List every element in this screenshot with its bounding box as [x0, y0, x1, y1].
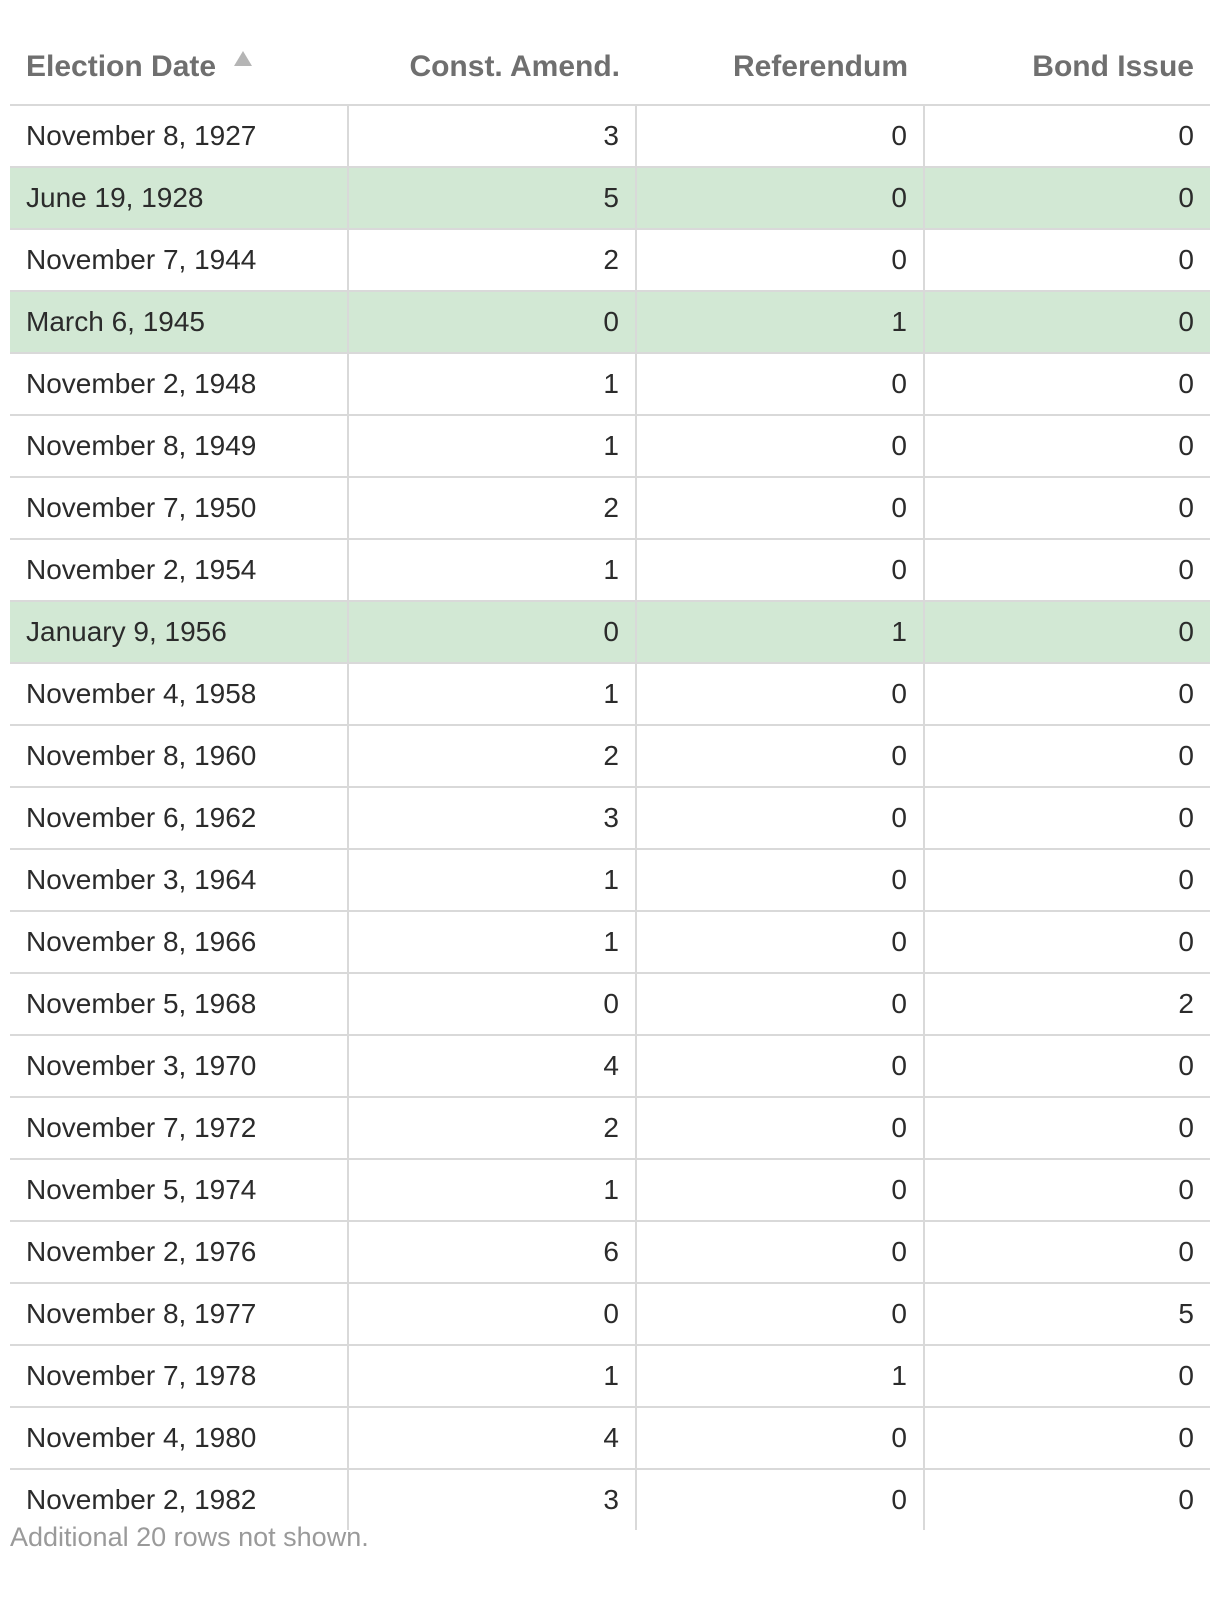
cell-referendum: 0: [636, 415, 924, 477]
cell-referendum: 1: [636, 601, 924, 663]
column-header-const-amend[interactable]: [348, 30, 636, 105]
cell-const-amend: 2: [348, 477, 636, 539]
column-header-referendum[interactable]: [636, 30, 924, 105]
cell-referendum: 0: [636, 663, 924, 725]
table-body: [10, 105, 1210, 1530]
cell-bond-issue: 0: [924, 539, 1210, 601]
cell-const-amend: 0: [348, 291, 636, 353]
cell-const-amend: 2: [348, 725, 636, 787]
data-table-container: [10, 30, 1210, 1530]
rows-hidden-note: Additional 20 rows not shown.: [10, 1522, 369, 1552]
cell-election-date: November 4, 1980: [10, 1407, 348, 1469]
cell-election-date: November 2, 1948: [10, 353, 348, 415]
table-row: [10, 787, 1210, 849]
column-header-label: Const. Amend.: [409, 50, 620, 83]
table-row: [10, 663, 1210, 725]
cell-const-amend: 2: [348, 229, 636, 291]
table-row: [10, 291, 1210, 353]
table-row: [10, 105, 1210, 167]
cell-referendum: 0: [636, 1407, 924, 1469]
cell-election-date: June 19, 1928: [10, 167, 348, 229]
cell-election-date: November 2, 1976: [10, 1221, 348, 1283]
cell-const-amend: 2: [348, 1097, 636, 1159]
cell-referendum: 0: [636, 1283, 924, 1345]
cell-referendum: 0: [636, 1159, 924, 1221]
cell-const-amend: 1: [348, 849, 636, 911]
cell-const-amend: 3: [348, 105, 636, 167]
cell-referendum: 0: [636, 167, 924, 229]
cell-bond-issue: 0: [924, 105, 1210, 167]
cell-referendum: 0: [636, 1469, 924, 1530]
column-header-label: Referendum: [732, 50, 908, 83]
cell-const-amend: 4: [348, 1035, 636, 1097]
cell-referendum: 1: [636, 1345, 924, 1407]
cell-election-date: November 8, 1949: [10, 415, 348, 477]
cell-election-date: January 9, 1956: [10, 601, 348, 663]
cell-const-amend: 6: [348, 1221, 636, 1283]
cell-election-date: November 2, 1954: [10, 539, 348, 601]
table-row: [10, 1159, 1210, 1221]
cell-election-date: November 7, 1950: [10, 477, 348, 539]
table-row: [10, 229, 1210, 291]
column-header-bond-issue[interactable]: [924, 30, 1210, 105]
cell-referendum: 0: [636, 477, 924, 539]
column-header-election-date[interactable]: [10, 30, 348, 105]
cell-referendum: 0: [636, 1035, 924, 1097]
table-row: [10, 911, 1210, 973]
cell-const-amend: 1: [348, 911, 636, 973]
cell-const-amend: 1: [348, 539, 636, 601]
cell-referendum: 0: [636, 973, 924, 1035]
cell-referendum: 0: [636, 1221, 924, 1283]
table-row: [10, 415, 1210, 477]
cell-bond-issue: 0: [924, 725, 1210, 787]
header-row: [10, 30, 1210, 105]
cell-const-amend: 1: [348, 353, 636, 415]
cell-election-date: November 8, 1977: [10, 1283, 348, 1345]
table-row: [10, 539, 1210, 601]
cell-election-date: November 2, 1982: [26, 1484, 257, 1515]
cell-referendum: 0: [636, 229, 924, 291]
cell-bond-issue: 0: [924, 911, 1210, 973]
cell-referendum: 0: [636, 911, 924, 973]
cell-const-amend: 0: [348, 973, 636, 1035]
cell-const-amend: 0: [348, 601, 636, 663]
table-row: [10, 353, 1210, 415]
column-header-label: Bond Issue: [1032, 50, 1194, 83]
cell-election-date: November 5, 1968: [10, 973, 348, 1035]
table-row: [10, 1221, 1210, 1283]
cell-referendum: 0: [636, 353, 924, 415]
cell-election-date: November 8, 1927: [10, 105, 348, 167]
cell-referendum: 0: [636, 849, 924, 911]
table-header: [10, 30, 1210, 105]
cell-bond-issue: 2: [924, 973, 1210, 1035]
table-row: [10, 601, 1210, 663]
cell-bond-issue: 0: [924, 601, 1210, 663]
table-row: [10, 477, 1210, 539]
cell-bond-issue: 0: [924, 415, 1210, 477]
cell-const-amend: 1: [348, 1345, 636, 1407]
table-row: [10, 167, 1210, 229]
cell-referendum: 1: [636, 291, 924, 353]
cell-election-date: November 4, 1958: [10, 663, 348, 725]
cell-bond-issue: 0: [924, 1159, 1210, 1221]
cell-const-amend: 1: [348, 663, 636, 725]
table-row: [10, 1345, 1210, 1407]
cell-const-amend: 1: [348, 1159, 636, 1221]
cell-const-amend: 3: [348, 1469, 636, 1530]
table-row: [10, 725, 1210, 787]
table-row: [10, 849, 1210, 911]
cell-bond-issue: 0: [924, 477, 1210, 539]
cell-bond-issue: 0: [924, 291, 1210, 353]
cell-referendum: 0: [636, 539, 924, 601]
cell-bond-issue: 5: [924, 1283, 1210, 1345]
cell-bond-issue: 0: [924, 663, 1210, 725]
cell-bond-issue: 0: [924, 1221, 1210, 1283]
cell-bond-issue: 0: [924, 1469, 1210, 1530]
cell-bond-issue: 0: [924, 787, 1210, 849]
table-row: [10, 1035, 1210, 1097]
sort-ascending-icon[interactable]: [234, 51, 252, 66]
table-row: [10, 973, 1210, 1035]
cell-const-amend: 0: [348, 1283, 636, 1345]
table-row: [10, 1407, 1210, 1469]
cell-bond-issue: 0: [924, 229, 1210, 291]
cell-const-amend: 4: [348, 1407, 636, 1469]
cell-referendum: 0: [636, 787, 924, 849]
cell-referendum: 0: [636, 105, 924, 167]
cell-election-date: November 8, 1966: [10, 911, 348, 973]
cell-bond-issue: 0: [924, 167, 1210, 229]
cell-bond-issue: 0: [924, 1035, 1210, 1097]
table-row: [10, 1283, 1210, 1345]
cell-election-date: November 3, 1964: [10, 849, 348, 911]
cell-referendum: 0: [636, 1097, 924, 1159]
table-row: [10, 1097, 1210, 1159]
cell-election-date: March 6, 1945: [10, 291, 348, 353]
cell-const-amend: 5: [348, 167, 636, 229]
column-header-label: Election Date: [26, 50, 217, 83]
cell-bond-issue: 0: [924, 1407, 1210, 1469]
cell-referendum: 0: [636, 725, 924, 787]
cell-const-amend: 3: [348, 787, 636, 849]
elections-table: [10, 30, 1210, 1530]
cell-const-amend: 1: [348, 415, 636, 477]
cell-election-date: November 7, 1944: [10, 229, 348, 291]
table-row: [10, 1469, 1210, 1530]
cell-election-date: November 8, 1960: [10, 725, 348, 787]
cell-bond-issue: 0: [924, 353, 1210, 415]
cell-election-date: November 7, 1972: [10, 1097, 348, 1159]
cell-election-date: November 6, 1962: [10, 787, 348, 849]
cell-bond-issue: 0: [924, 849, 1210, 911]
cell-bond-issue: 0: [924, 1345, 1210, 1407]
cell-election-date: November 7, 1978: [10, 1345, 348, 1407]
cell-bond-issue: 0: [924, 1097, 1210, 1159]
cell-election-date: November 5, 1974: [10, 1159, 348, 1221]
cell-election-date: November 3, 1970: [10, 1035, 348, 1097]
